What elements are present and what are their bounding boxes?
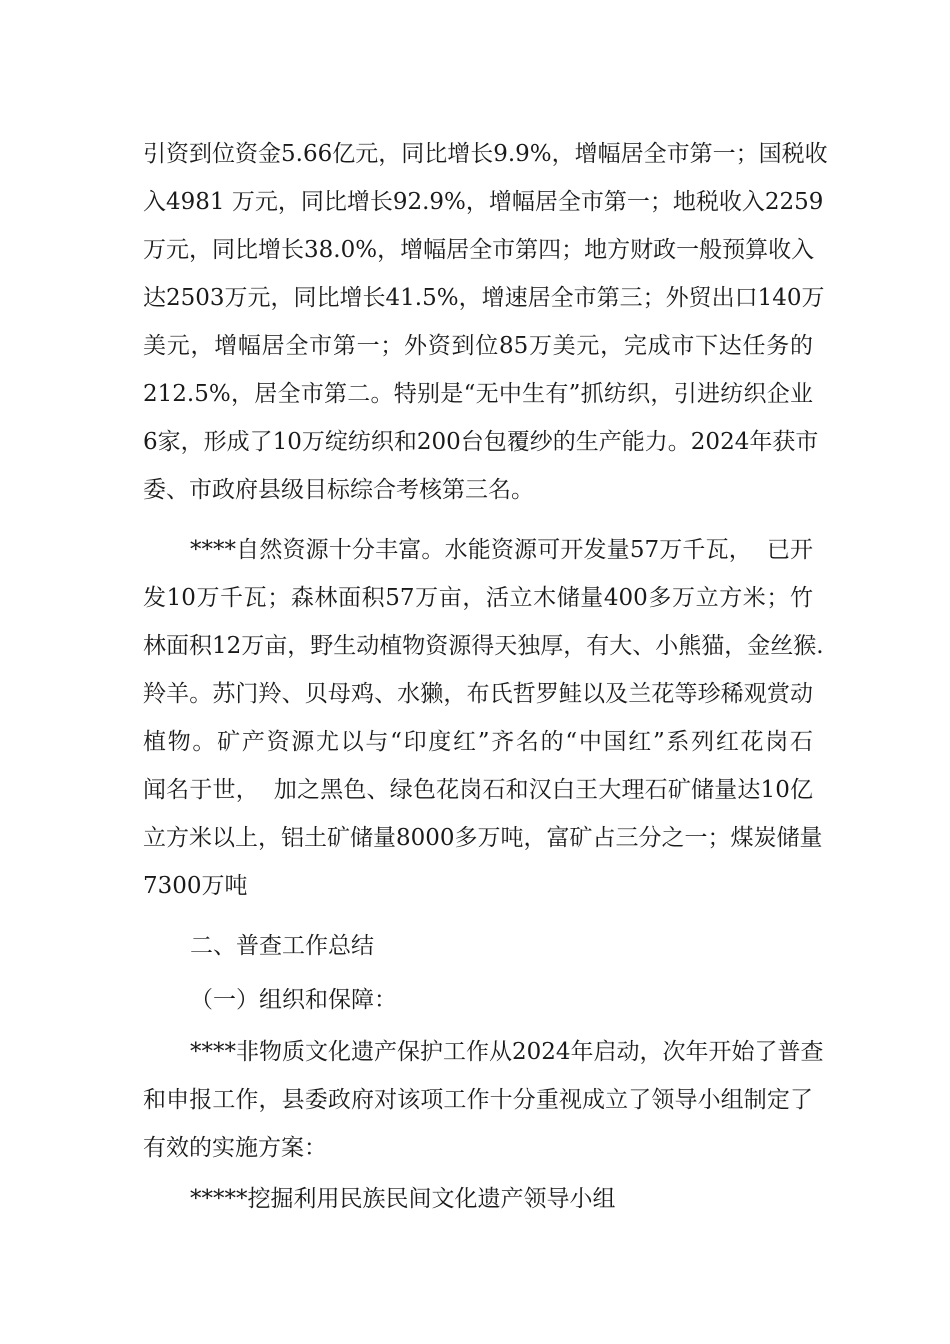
paragraph-2-line-4: 羚羊。苏门羚、贝母鸡、水獭，布氏哲罗鲑以及兰花等珍稀观赏动 <box>143 681 813 707</box>
paragraph-1-line-6: 212.5%，居全市第二。特别是“无中生有”抓纺织，引进纺织企业 <box>143 381 813 407</box>
leading-group-name: *****挖掘利用民族民间文化遗产领导小组 <box>190 1186 616 1212</box>
paragraph-3-line-2: 和申报工作，县委政府对该项工作十分重视成立了领导小组制定了 <box>143 1087 813 1113</box>
paragraph-2-line-1: ****自然资源十分丰富。水能资源可开发量57万千瓦， 已开 <box>190 537 813 563</box>
paragraph-3-line-3: 有效的实施方案： <box>143 1135 327 1161</box>
section-heading: 二、普查工作总结 <box>190 933 374 959</box>
paragraph-2-line-6: 闻名于世， 加之黑色、绿色花岗石和汉白王大理石矿储量达10亿 <box>143 777 813 803</box>
paragraph-1-line-7: 6家，形成了10万绽纺织和200台包覆纱的生产能力。2024年获市 <box>143 429 819 455</box>
paragraph-1-line-2: 入4981 万元，同比增长92.9%，增幅居全市第一；地税收入2259 <box>143 189 824 215</box>
paragraph-1-line-4: 达2503万元，同比增长41.5%，增速居全市第三；外贸出口140万 <box>143 285 825 311</box>
paragraph-3-line-1: ****非物质文化遗产保护工作从2024年启动，次年开始了普查 <box>190 1039 824 1065</box>
paragraph-2-line-2: 发10万千瓦；森林面积57万亩，活立木储量400多万立方米；竹 <box>143 585 813 611</box>
paragraph-2-line-5: 植物。矿产资源尤以与“印度红”齐名的“中国红”系列红花岗石 <box>143 729 813 755</box>
paragraph-2-line-7: 立方米以上，铝土矿储量8000多万吨，富矿占三分之一；煤炭储量 <box>143 825 823 851</box>
paragraph-1-line-5: 美元，增幅居全市第一；外资到位85万美元，完成市下达任务的 <box>143 333 813 359</box>
subsection-heading: （一）组织和保障： <box>190 987 397 1013</box>
paragraph-2-line-8: 7300万吨 <box>143 873 248 899</box>
paragraph-1-line-8: 委、市政府县级目标综合考核第三名。 <box>143 477 534 503</box>
paragraph-2-line-3: 林面积12万亩，野生动植物资源得天独厚，有大、小熊猫，金丝猴. <box>143 633 824 659</box>
paragraph-1-line-1: 引资到位资金5.66亿元，同比增长9.9%，增幅居全市第一；国税收 <box>143 141 828 167</box>
paragraph-1-line-3: 万元，同比增长38.0%，增幅居全市第四；地方财政一般预算收入 <box>143 237 815 263</box>
